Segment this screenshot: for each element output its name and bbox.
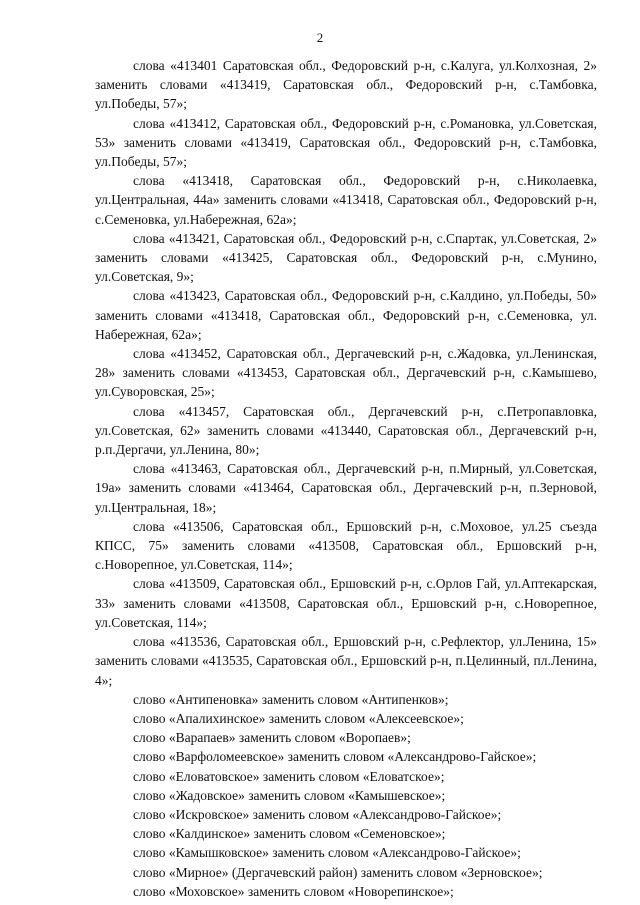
address-paragraph: слова «413463, Саратовская обл., Дергачевский р-н, п.Мирный, ул.Советская, 19а» заменить словами «413464, Саратовская обл., Дергачевский р-н, п.Зерновой, ул.Центральная, 18»; [95,461,597,515]
address-paragraph: слова «413412, Саратовская обл., Федоровский р-н, с.Романовка, ул.Советская, 53» заменить словами «413419, Саратовская обл., Федоровский р-н, с.Тамбовка, ул.Победы, 57»; [95,115,597,170]
address-paragraph: слова «413509, Саратовская обл., Ершовский р-н, с.Орлов Гай, ул.Аптекарская, 33» заменить словами «413508, Саратовская обл., Ершовский р-н, с.Новорепное, ул.Советская, 114»; [95,576,597,630]
list-item: слово «Еловатовское» заменить словом «Еловатское»; [133,768,445,784]
address-paragraph: слова «413401 Саратовская обл., Федоровский р-н, с.Калуга, ул.Колхозная, 2» заменить словами «413419, Саратовская обл., Федоровский р-н, с.Тамбовка, ул.Победы, 57»; [95,58,597,112]
list-item: слово «Варапаев» заменить словом «Воропаев»; [133,730,411,746]
list-item: слово «Апалихинское» заменить словом «Алексеевское»; [133,710,464,726]
word-replacement-list [95,690,597,901]
address-paragraph: слова «413452, Саратовская обл., Дергачевский р-н, с.Жадовка, ул.Ленинская, 28» заменить словами «413453, Саратовская обл., Дергачевский р-н, с.Камышево, ул.Суворовская, 25»; [95,346,597,400]
page-number: 2 [316,30,324,45]
list-item: слово «Антипеновка» заменить словом «Антипенков»; [133,691,449,707]
list-item: слово «Мирное» (Дергачевский район) заменить словом «Зерновское»; [133,864,543,880]
address-paragraph: слова «413423, Саратовская обл., Федоровский р-н, с.Калдино, ул.Победы, 50» заменить словами «413418, Саратовская обл., Федоровский р-н, с.Семеновка, ул. Набережная, 62а»; [95,288,597,342]
list-item: слово «Жадовское» заменить словом «Камышевское»; [133,787,446,803]
address-paragraph: слова «413506, Саратовская обл., Ершовский р-н, с.Моховое, ул.25 съезда КПСС, 75» заменить словами «413508, Саратовская обл., Ершовский р-н, с.Новорепное, ул.Советская, 114»; [95,518,597,573]
list-item: слово «Варфоломеевское» заменить словом «Александрово-Гайское»; [133,749,537,765]
address-paragraph: слова «413457, Саратовская обл., Дергачевский р-н, с.Петропавловка, ул.Советская, 62» заменить словами «413440, Саратовская обл., Дергачевский р-н, р.п.Дергачи, ул.Ленина, 80»; [95,403,597,458]
list-item: слово «Моховское» заменить словом «Новорепинское»; [133,883,454,899]
address-paragraph: слова «413536, Саратовская обл., Ершовский р-н, с.Рефлектор, ул.Ленина, 15» заменить словами «413535, Саратовская обл., Ершовский р-н, п.Целинный, пл.Ленина, 4»; [95,634,597,688]
list-item: слово «Камышковское» заменить словом «Александрово-Гайское»; [133,845,521,861]
address-paragraph: слова «413421, Саратовская обл., Федоровский р-н, с.Спартак, ул.Советская, 2» заменить словами «413425, Саратовская обл., Федоровский р-н, с.Мунино, ул.Советская, 9»; [95,230,597,285]
address-paragraph: слова «413418, Саратовская обл., Федоровский р-н, с.Николаевка, ул.Центральная, 44а» заменить словами «413418, Саратовская обл., Федоровский р-н, с.Семеновка, ул.Набережная, 62а»; [95,173,597,227]
list-item: слово «Калдинское» заменить словом «Семеновское»; [133,826,446,842]
list-item: слово «Искровское» заменить словом «Александрово-Гайское»; [133,806,502,822]
document-body [95,56,597,901]
